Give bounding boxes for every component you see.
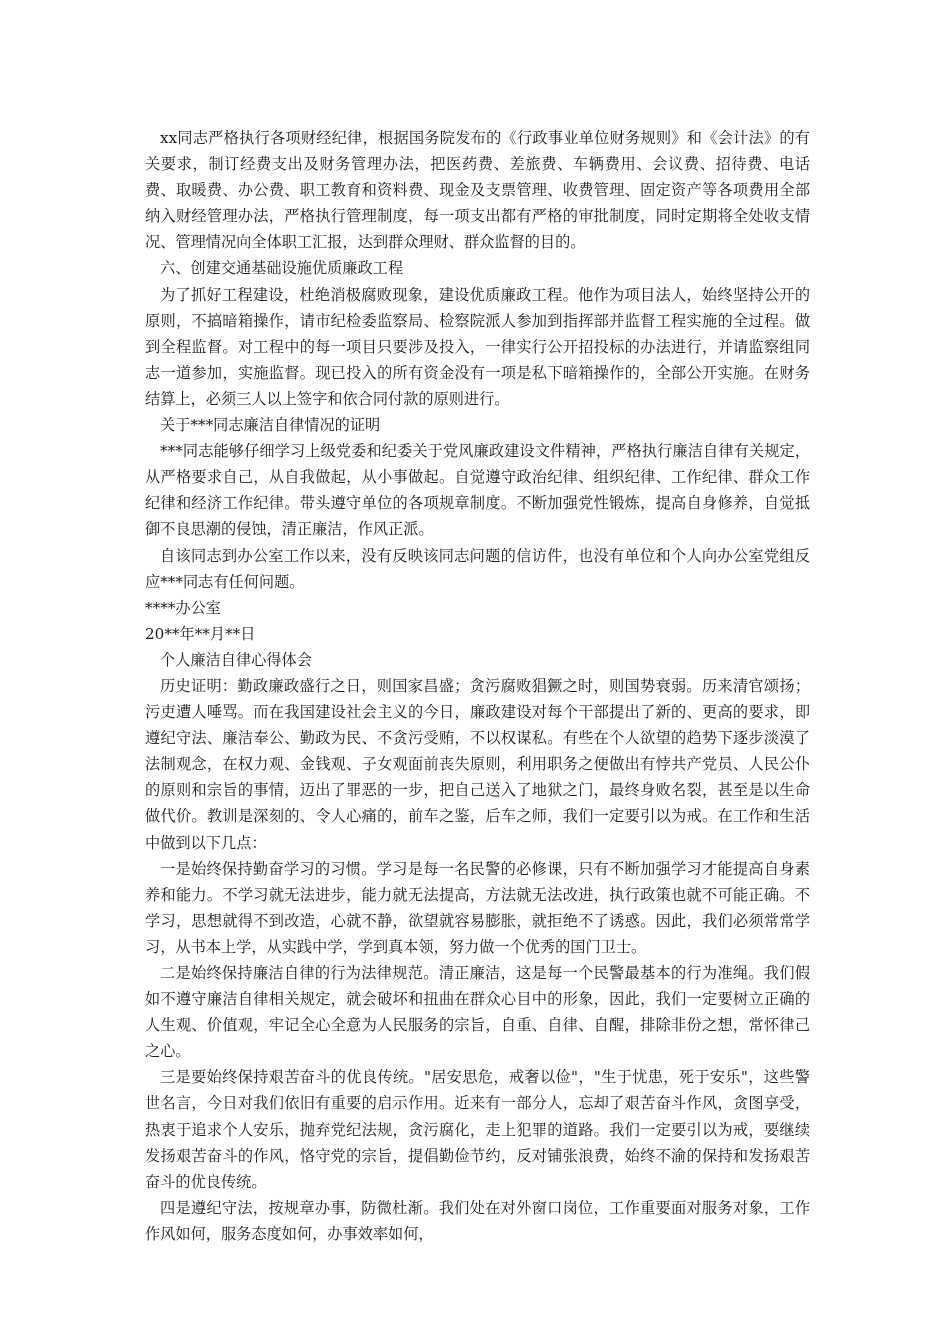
- section-heading-clean-project: 六、创建交通基础设施优质廉政工程: [160, 259, 403, 278]
- paragraph-point-four: 四是遵纪守法，按规章办事，防微杜渐。我们处在对外窗口岗位，工作重要面对服务对象，工作作风如何，服务态度如何，办事效率如何，: [145, 1198, 810, 1243]
- certificate-title: 关于***同志廉洁自律情况的证明: [160, 416, 381, 435]
- paragraph-point-two: 二是始终保持廉洁自律的行为法律规范。清正廉洁，这是每一个民警最基本的行为准绳。我们假如不遵守廉洁自律相关规定，就会破坏和扭曲在群众心目中的形象，因此，我们一定要树立正确的人生观、价值观，牢记全心全意为人民服务的宗旨，自重、自律、自醒，排除非份之想，常怀律己之心。: [145, 964, 810, 1061]
- paragraph-point-three: 三是要始终保持艰苦奋斗的优良传统。"居安思危，戒奢以俭"，"生于忧患，死于安乐"，这些警世名言，今日对我们依旧有重要的启示作用。近来有一部分人，忘却了艰苦奋斗作风，贪图享受，热衷于追求个人安乐，抛弃党纪法规，贪污腐化，走上犯罪的道路。我们一定要引以为戒，要继续发扬艰苦奋斗的作风，恪守党的宗旨，提倡勤俭节约，反对铺张浪费，始终不渝的保持和发扬艰苦奋斗的优良传统。: [145, 1068, 810, 1191]
- paragraph-history: 历史证明：勤政廉政盛行之日，则国家昌盛；贪污腐败猖獗之时，则国势衰弱。历来清官颂扬；污吏遭人唾骂。而在我国建设社会主义的今日，廉政建设对每个干部提出了新的、更高的要求，即遵纪守法、廉洁奉公、勤政为民、不贪污受贿，不以权谋私。有些在个人欲望的趋势下逐步淡漠了法制观念，在权力观、金钱观、子女观面前丧失原则，利用职务之便做出有悖共产党员、人民公仆的原则和宗旨的事情，迈出了罪恶的一步，把自己送入了地狱之门，最终身败名裂，甚至是以生命做代价。教训是深刻的、令人心痛的，前车之鉴，后车之师，我们一定要引以为戒。在工作和生活中做到以下几点：: [145, 676, 810, 852]
- signature-date: 20**年**月**日: [145, 624, 256, 643]
- paragraph-certificate-body: ***同志能够仔细学习上级党委和纪委关于党风廉政建设文件精神，严格执行廉洁自律有关规定，从严格要求自己，从自我做起，从小事做起。自觉遵守政治纪律、组织纪律、工作纪律、群众工作纪律和经济工作纪律。带头遵守单位的各项规章制度。不断加强党性锻炼，提高自身修养，自觉抵御不良思潮的侵蚀，清正廉洁，作风正派。: [145, 442, 810, 539]
- signature-office: ****办公室: [145, 598, 221, 617]
- paragraph-clean-project: 为了抓好工程建设，杜绝消极腐败现象，建设优质廉政工程。他作为项目法人，始终坚持公开的原则，不搞暗箱操作，请市纪检委监察局、检察院派人参加到指挥部并监督工程实施的全过程。做到全程监督。对工程中的每一项目只要涉及投入，一律实行公开招投标的办法进行，并请监察组同志一道参加，实施监督。现已投入的所有资金没有一项是私下暗箱操作的，全部公开实施。在财务结算上，必须三人以上签字和依合同付款的原则进行。: [145, 285, 810, 408]
- essay-title: 个人廉洁自律心得体会: [160, 650, 312, 669]
- paragraph-no-complaints: 自该同志到办公室工作以来，没有反映该同志问题的信访件，也没有单位和个人向办公室党组反应***同志有任何问题。: [145, 546, 810, 591]
- paragraph-point-one: 一是始终保持勤奋学习的习惯。学习是每一名民警的必修课，只有不断加强学习才能提高自身素养和能力。不学习就无法进步，能力就无法提高，方法就无法改进，执行政策也就不可能正确。不学习，思想就得不到改造，心就不静，欲望就容易膨胀，就拒绝不了诱惑。因此，我们必须常常学习，从书本上学，从实践中学，学到真本领，努力做一个优秀的国门卫士。: [145, 859, 810, 956]
- document-body: [145, 125, 810, 1247]
- paragraph-finance-discipline: xx同志严格执行各项财经纪律，根据国务院发布的《行政事业单位财务规则》和《会计法》的有关要求，制订经费支出及财务管理办法，把医药费、差旅费、车辆费用、会议费、招待费、电话费、取暖费、办公费、职工教育和资料费、现金及支票管理、收费管理、固定资产等各项费用全部纳入财经管理办法，严格执行管理制度，每一项支出都有严格的审批制度，同时定期将全处收支情况、管理情况向全体职工汇报，达到群众理财、群众监督的目的。: [145, 129, 810, 252]
